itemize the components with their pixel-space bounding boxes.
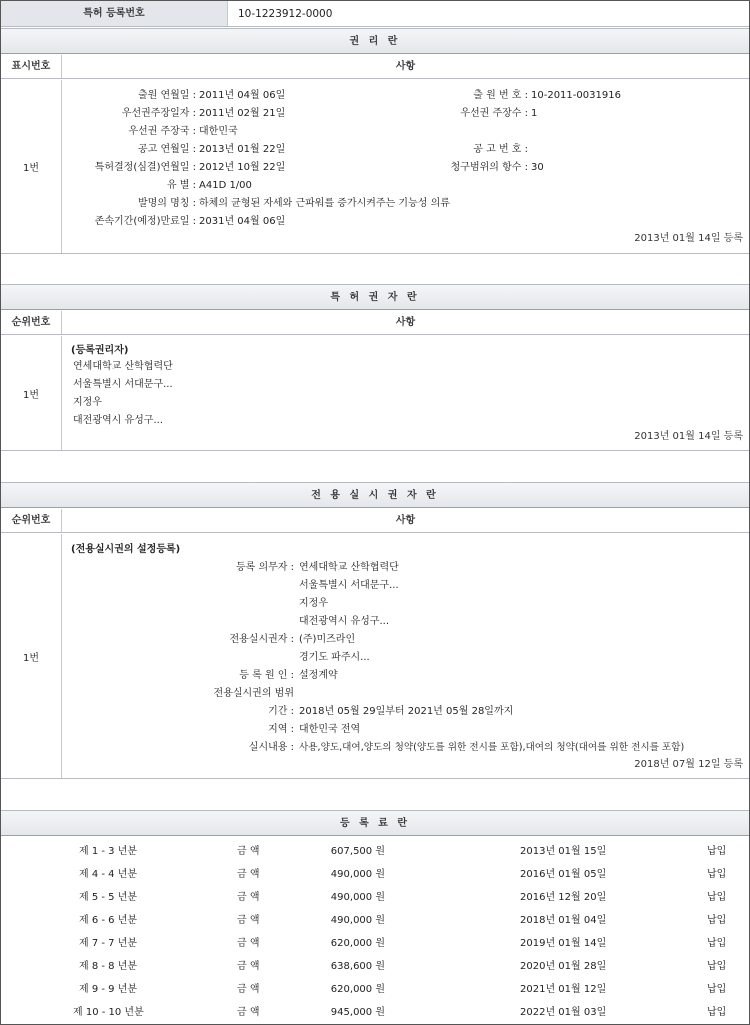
license-row-number: 1번 [1, 534, 62, 778]
patentee-line: 서울특별시 서대문구... [73, 379, 173, 390]
rights-col-content: 사항 [395, 61, 416, 72]
patentee-section-label: (등록권리자) [71, 345, 129, 356]
fee-amount-label: 금 액 [237, 869, 260, 880]
fee-amount: 620,000 원 [330, 938, 385, 949]
fee-amount: 620,000 원 [330, 984, 385, 995]
fee-status: 납입 [707, 938, 727, 949]
patentee-reg-date: 2013년 01월 14일 등록 [634, 431, 743, 442]
fee-status: 납입 [707, 961, 727, 972]
priority-country-label: 우선권 주장국 : [128, 126, 196, 137]
scope-label: 전용실시권의 범위 [213, 688, 294, 699]
claims-label: 청구범위의 항수 : [450, 162, 528, 173]
fee-amount: 490,000 원 [330, 892, 385, 903]
fee-period: 제 1 - 3 년분 [79, 846, 138, 857]
patentee-col-num: 순위번호 [1, 311, 62, 334]
license-section-title: 전 용 실 시 권 자 란 [1, 482, 749, 508]
app-date-label: 출원 연월일 : [137, 90, 196, 101]
priority-date-value: 2011년 02월 21일 [199, 108, 286, 119]
patentee-line: 연세대학교 산학협력단 [73, 361, 173, 372]
fee-period: 제 7 - 7 년분 [79, 938, 138, 949]
fee-date: 2016년 01월 05일 [520, 869, 607, 880]
fee-period: 제 4 - 4 년분 [79, 869, 138, 880]
fee-period: 제 9 - 9 년분 [79, 984, 138, 995]
priority-count-value: 1 [531, 108, 538, 119]
priority-date-label: 우선권주장일자 : [121, 108, 196, 119]
fee-period: 제 10 - 10 년분 [73, 1007, 144, 1018]
class-value: A41D 1/00 [199, 180, 252, 191]
fee-row [1, 861, 749, 884]
expiry-value: 2031년 04월 06일 [199, 216, 286, 227]
expiry-label: 존속기간(예정)만료일 : [94, 216, 196, 227]
priority-country-value: 대한민국 [199, 126, 238, 137]
invention-value: 하체의 균형된 자세와 근파워를 증가시켜주는 기능성 의류 [199, 198, 450, 209]
fee-amount: 490,000 원 [330, 869, 385, 880]
fee-amount-label: 금 액 [237, 846, 260, 857]
license-col-content: 사항 [395, 515, 416, 526]
fee-status: 납입 [707, 892, 727, 903]
decision-date-value: 2012년 10월 22일 [199, 162, 286, 173]
fee-status: 납입 [707, 869, 727, 880]
pub-date-value: 2013년 01월 22일 [199, 144, 286, 155]
fee-amount-label: 금 액 [237, 892, 260, 903]
fee-status: 납입 [707, 1007, 727, 1018]
fee-row [1, 999, 749, 1022]
fee-status: 납입 [707, 915, 727, 926]
patentee-line: 지정우 [73, 397, 102, 408]
rights-col-num: 표시번호 [1, 55, 62, 78]
fee-date: 2016년 12월 20일 [520, 892, 607, 903]
app-date-value: 2011년 04월 06일 [199, 90, 286, 101]
fee-period: 제 8 - 8 년분 [79, 961, 138, 972]
obligor-label: 등록 의무자 : [235, 562, 294, 573]
content-label: 실시내용 : [248, 742, 294, 753]
content-value: 사용,양도,대여,양도의 청약(양도를 위한 전시를 포함),대여의 청약(대여를 위한 전시를 포함) [299, 742, 685, 753]
cause-label: 등 록 원 인 : [239, 670, 294, 681]
fee-row [1, 884, 749, 907]
fees-section-title: 등 록 료 란 [1, 810, 749, 836]
app-no-label: 출 원 번 호 : [473, 90, 528, 101]
fee-date: 2021년 01월 12일 [520, 984, 607, 995]
fee-amount-label: 금 액 [237, 984, 260, 995]
period-value: 2018년 05월 29일부터 2021년 05월 28일까지 [299, 706, 514, 717]
license-col-num: 순위번호 [1, 509, 62, 532]
patentee-line: 대전광역시 유성구... [73, 415, 163, 426]
fee-date: 2018년 01월 04일 [520, 915, 607, 926]
fee-period: 제 5 - 5 년분 [79, 892, 138, 903]
fee-status: 납입 [707, 846, 727, 857]
patentee-section-title: 특 허 권 자 란 [1, 284, 749, 310]
license-reg-date: 2018년 07월 12일 등록 [634, 759, 743, 770]
obligor-line: 서울특별시 서대문구... [299, 580, 399, 591]
fee-date: 2020년 01월 28일 [520, 961, 607, 972]
fee-date: 2019년 01월 14일 [520, 938, 607, 949]
region-value: 대한민국 전역 [299, 724, 361, 735]
priority-count-label: 우선권 주장수 : [460, 108, 528, 119]
fee-row [1, 907, 749, 930]
fee-amount: 945,000 원 [330, 1007, 385, 1018]
fee-row [1, 976, 749, 999]
licensee-line: (주)미즈라인 [299, 634, 356, 645]
fee-amount: 490,000 원 [330, 915, 385, 926]
registration-number-value: 10-1223912-0000 [238, 8, 333, 20]
decision-date-label: 특허결정(심결)연월일 : [94, 162, 196, 173]
fee-amount-label: 금 액 [237, 1007, 260, 1018]
fee-amount-label: 금 액 [237, 938, 260, 949]
rights-column-header [1, 55, 749, 79]
fee-row [1, 953, 749, 976]
pub-no-label: 공 고 번 호 : [473, 144, 528, 155]
fee-amount-label: 금 액 [237, 915, 260, 926]
pub-date-label: 공고 연월일 : [137, 144, 196, 155]
registration-number-label: 특허 등록번호 [1, 1, 228, 26]
period-label: 기간 : [268, 706, 294, 717]
fee-row [1, 838, 749, 861]
fee-status: 납입 [707, 984, 727, 995]
licensee-label: 전용실시권자 : [229, 634, 294, 645]
registration-number-bar [1, 1, 749, 27]
license-column-header [1, 509, 749, 533]
obligor-line: 지정우 [299, 598, 328, 609]
patentee-row [1, 336, 749, 451]
patentee-col-content: 사항 [395, 317, 416, 328]
app-no-value: 10-2011-0031916 [531, 90, 621, 101]
patentee-row-number: 1번 [1, 336, 62, 450]
cause-value: 설정계약 [299, 670, 338, 681]
license-section-label: (전용실시권의 설정등록) [71, 544, 181, 555]
obligor-line: 대전광역시 유성구... [299, 616, 389, 627]
license-row [1, 534, 749, 779]
licensee-line: 경기도 파주시... [299, 652, 370, 663]
fee-row [1, 930, 749, 953]
rights-reg-date: 2013년 01월 14일 등록 [634, 233, 743, 244]
fee-date: 2022년 01월 03일 [520, 1007, 607, 1018]
rights-row-number: 1번 [1, 80, 62, 253]
patentee-column-header [1, 311, 749, 335]
obligor-line: 연세대학교 산학협력단 [299, 562, 399, 573]
region-label: 지역 : [268, 724, 294, 735]
fee-amount-label: 금 액 [237, 961, 260, 972]
class-label: 유 별 : [166, 180, 196, 191]
rights-row [1, 80, 749, 254]
claims-value: 30 [531, 162, 544, 173]
invention-label: 발명의 명칭 : [137, 198, 196, 209]
fee-amount: 607,500 원 [330, 846, 385, 857]
fee-date: 2013년 01월 15일 [520, 846, 607, 857]
fee-period: 제 6 - 6 년분 [79, 915, 138, 926]
rights-section-title: 권 리 란 [1, 28, 749, 54]
fee-amount: 638,600 원 [330, 961, 385, 972]
